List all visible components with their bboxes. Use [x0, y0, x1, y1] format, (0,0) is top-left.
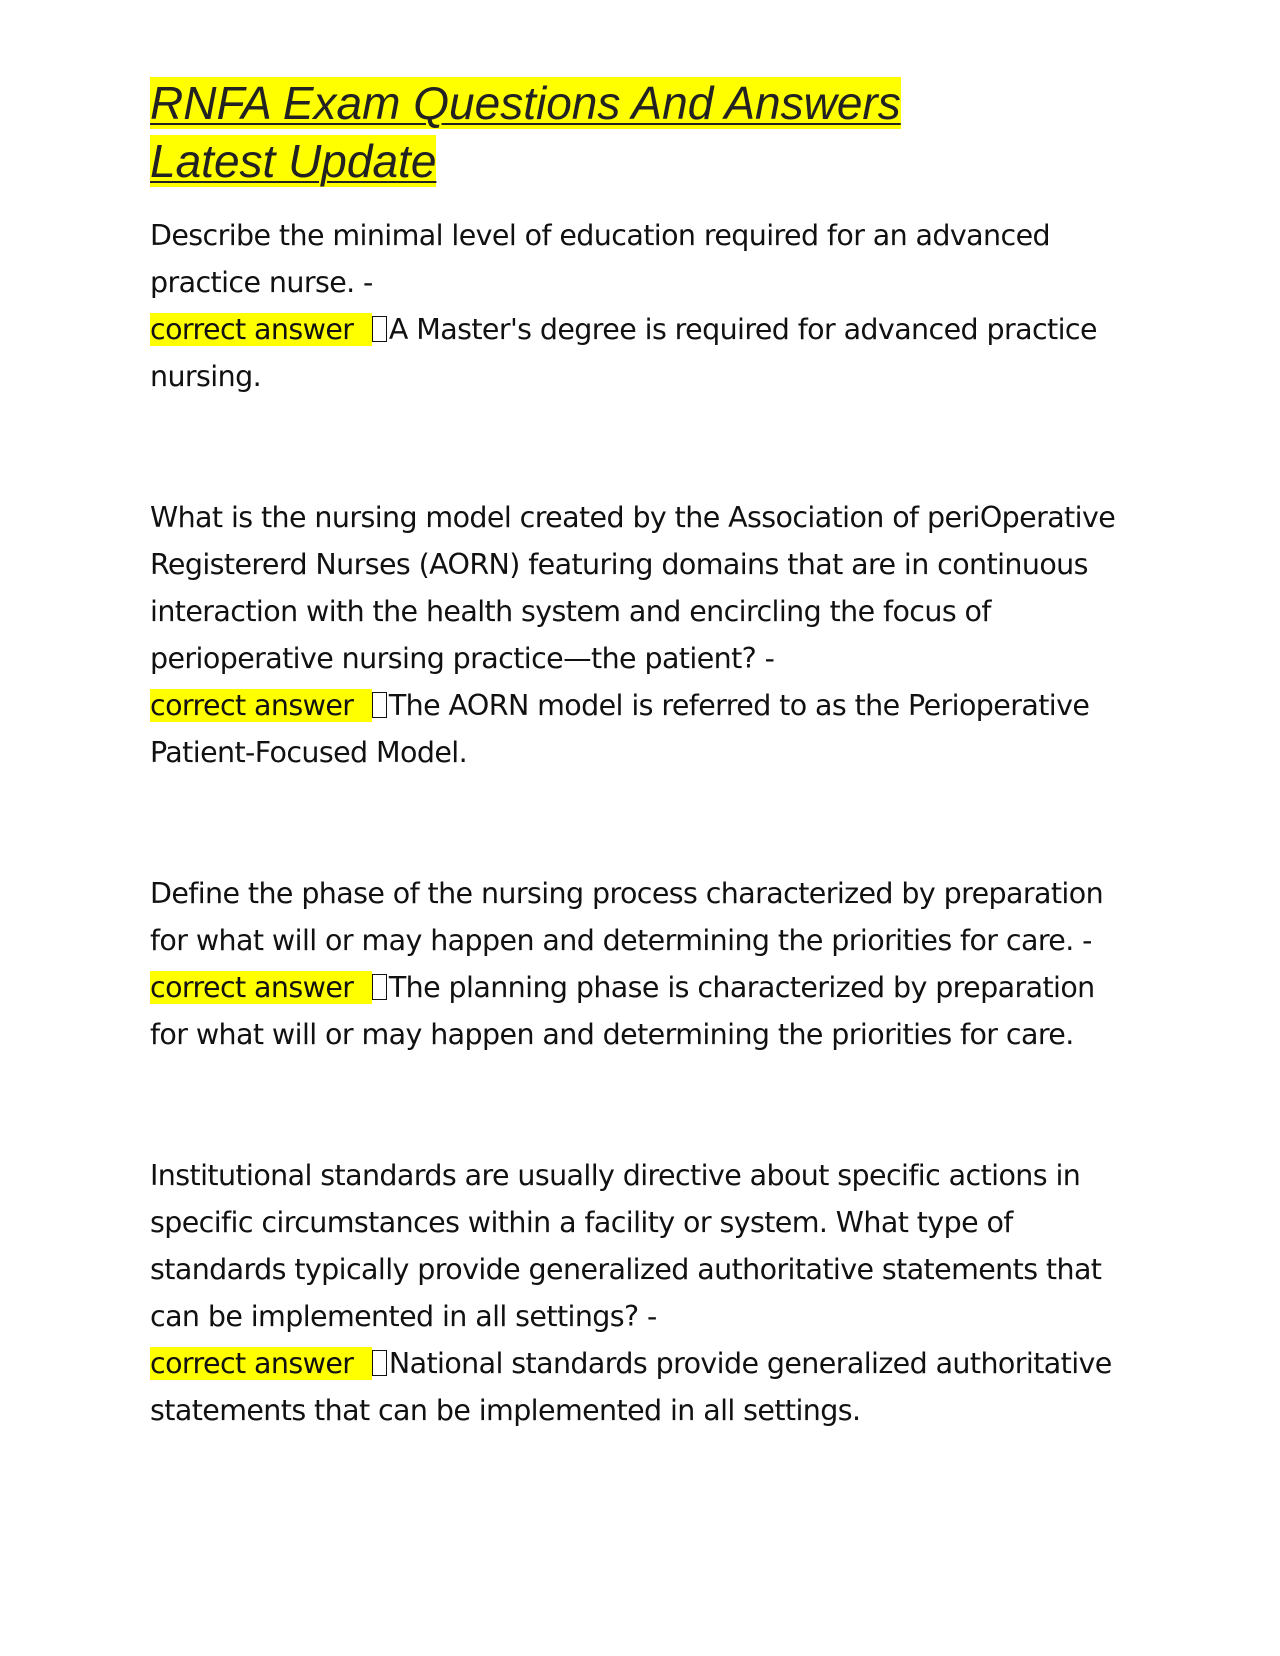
missing-glyph-icon: [372, 1350, 387, 1376]
question-4: Institutional standards are usually directive about specific actions in specific circumstances within a facility or system. What type of standards typically provide generalized authoritative statements that can be implemented in all settings? -: [150, 1159, 1102, 1333]
answer-1: [150, 306, 1140, 400]
missing-glyph-icon: [372, 692, 387, 718]
answer-text-3: The planning phase is characterized by preparation for what will or may happen and determining the priorities for care.: [150, 971, 1095, 1051]
question-2: What is the nursing model created by the Association of periOperative Registererd Nurses (AORN) featuring domains that are in continuous interaction with the health system and encircling the focus of perioperative nursing practice—the patient? -: [150, 501, 1116, 675]
qa-item-4: [150, 1152, 1140, 1434]
document-title: [150, 74, 1140, 190]
answer-label: correct answer: [150, 971, 372, 1004]
answer-2: [150, 682, 1140, 776]
title-line-1: RNFA Exam Questions And Answers: [150, 77, 901, 129]
answer-label: correct answer: [150, 689, 372, 722]
answer-text-4: National standards provide generalized authoritative statements that can be implemented in all settings.: [150, 1347, 1112, 1427]
answer-4: [150, 1340, 1140, 1434]
document-page: [150, 74, 1140, 1434]
missing-glyph-icon: [372, 316, 387, 342]
qa-item-1: [150, 212, 1140, 400]
answer-label: correct answer: [150, 1347, 372, 1380]
missing-glyph-icon: [372, 974, 387, 1000]
question-1: Describe the minimal level of education required for an advanced practice nurse. -: [150, 219, 1050, 299]
answer-text-1: A Master's degree is required for advanced practice nursing.: [150, 313, 1097, 393]
title-line-2: Latest Update: [150, 135, 437, 187]
qa-item-2: [150, 494, 1140, 776]
answer-label: correct answer: [150, 313, 372, 346]
answer-3: [150, 964, 1140, 1058]
qa-list: [150, 212, 1140, 1434]
answer-text-2: The AORN model is referred to as the Perioperative Patient-Focused Model.: [150, 689, 1090, 769]
qa-item-3: [150, 870, 1140, 1058]
question-3: Define the phase of the nursing process characterized by preparation for what will or may happen and determining the priorities for care. -: [150, 877, 1104, 957]
